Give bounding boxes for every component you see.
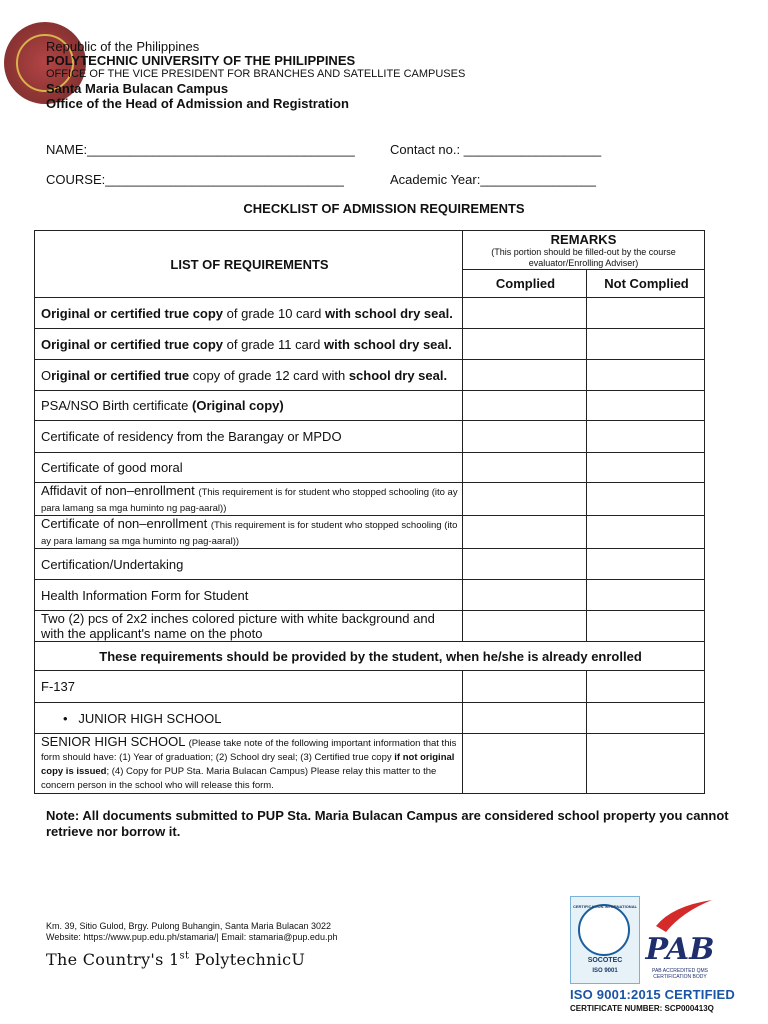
- bullet-icon: •: [63, 710, 68, 726]
- pab-label: PAB: [645, 932, 715, 967]
- socotec-ring-text: CERTIFICATION INTERNATIONAL: [572, 904, 638, 909]
- requirement-grade10: Original or certified true copy of grade 10 card with school dry seal.: [35, 298, 463, 329]
- complied-cell[interactable]: [463, 671, 587, 703]
- requirement-senior-high: SENIOR HIGH SCHOOL (Please take note of the following important information that this form should have: (1) Year of graduation; (2) School dry seal; (3) Certified true copy if not original copy is issued; (4) Copy for PUP Sta. Maria Bulacan Campus) Please relay this matter to the concern person in the school who will release this form.: [35, 734, 463, 794]
- requirement-undertaking: Certification/Undertaking: [35, 549, 463, 580]
- requirement-health-form: Health Information Form for Student: [35, 580, 463, 611]
- table-row: [35, 360, 705, 391]
- table-row: [35, 329, 705, 360]
- complied-cell[interactable]: [463, 734, 587, 794]
- requirement-good-moral: Certificate of good moral: [35, 453, 463, 483]
- pab-sub-label: PAB ACCREDITED QMS CERTIFICATION BODY: [651, 968, 709, 980]
- table-row: [35, 298, 705, 329]
- academic-year-field[interactable]: Academic Year:________________: [390, 172, 597, 187]
- table-row: [35, 453, 705, 483]
- not-complied-cell[interactable]: [587, 329, 705, 360]
- contact-field[interactable]: Contact no.: ___________________: [390, 142, 602, 157]
- table-row: [35, 483, 705, 516]
- remarks-note: (This portion should be filled-out by the course evaluator/Enrolling Adviser): [491, 246, 676, 268]
- requirement-grade12: Original or certified true copy of grade 12 card with school dry seal.: [35, 360, 463, 391]
- requirement-picture: Two (2) pcs of 2x2 inches colored picture with white background and with the applicant's name on the photo: [35, 611, 463, 642]
- footer-address: Km. 39, Sitio Gulod, Brgy. Pulong Buhangin, Santa Maria Bulacan 3022: [46, 921, 332, 931]
- socotec-label: SOCOTEC: [587, 957, 623, 964]
- not-complied-cell[interactable]: [587, 360, 705, 391]
- table-row: [35, 611, 705, 642]
- not-complied-cell[interactable]: [587, 580, 705, 611]
- requirement-birth-certificate: PSA/NSO Birth certificate (Original copy): [35, 391, 463, 421]
- not-complied-cell[interactable]: [587, 516, 705, 549]
- table-row: [35, 391, 705, 421]
- header-campus: Santa Maria Bulacan Campus: [46, 81, 229, 96]
- not-complied-cell[interactable]: [587, 703, 705, 734]
- requirement-junior-high: • JUNIOR HIGH SCHOOL: [35, 703, 463, 734]
- complied-cell[interactable]: [463, 580, 587, 611]
- complied-cell[interactable]: [463, 298, 587, 329]
- iso9001-label: ISO 9001: [592, 968, 618, 974]
- complied-cell[interactable]: [463, 421, 587, 453]
- table-row: [35, 671, 705, 703]
- complied-cell[interactable]: [463, 329, 587, 360]
- table-row: [35, 421, 705, 453]
- not-complied-cell[interactable]: [587, 549, 705, 580]
- requirement-non-enrollment-cert: Certificate of non–enrollment (This requirement is for student who stopped schooling (ito ay para lamang sa mga huminto ng pag-aaral)): [35, 516, 463, 549]
- not-complied-cell[interactable]: [587, 453, 705, 483]
- remarks-title: REMARKS: [550, 231, 617, 247]
- complied-cell[interactable]: [463, 483, 587, 516]
- not-complied-cell[interactable]: [587, 391, 705, 421]
- requirement-residency: Certificate of residency from the Barangay or MPDO: [35, 421, 463, 453]
- header-not-complied: Not Complied: [587, 270, 705, 298]
- header-office-admission: Office of the Head of Admission and Registration: [46, 96, 349, 111]
- complied-cell[interactable]: [463, 703, 587, 734]
- enrolled-requirements-note: These requirements should be provided by the student, when he/she is already enrolled: [35, 642, 705, 671]
- not-complied-cell[interactable]: [587, 671, 705, 703]
- requirement-grade11: Original or certified true copy of grade 11 card with school dry seal.: [35, 329, 463, 360]
- certificate-number: CERTIFICATE NUMBER: SCP000413Q: [570, 1004, 714, 1013]
- not-complied-cell[interactable]: [587, 421, 705, 453]
- complied-cell[interactable]: [463, 611, 587, 642]
- table-row: [35, 549, 705, 580]
- header-remarks: [463, 231, 705, 270]
- header-republic: Republic of the Philippines: [46, 39, 200, 54]
- requirements-table: [34, 230, 705, 794]
- complied-cell[interactable]: [463, 516, 587, 549]
- header-list-of-requirements: LIST OF REQUIREMENTS: [35, 231, 463, 298]
- header-complied: Complied: [463, 270, 587, 298]
- socotec-emblem-icon: [578, 904, 630, 956]
- table-row: [35, 703, 705, 734]
- pab-swoosh-icon: [642, 896, 718, 936]
- header-university: POLYTECHNIC UNIVERSITY OF THE PHILIPPINES: [46, 53, 356, 68]
- checklist-title: CHECKLIST OF ADMISSION REQUIREMENTS: [243, 201, 525, 216]
- table-row: [35, 642, 705, 671]
- complied-cell[interactable]: [463, 360, 587, 391]
- header-office-vp: OFFICE OF THE VICE PRESIDENT FOR BRANCHES AND SATELLITE CAMPUSES: [46, 68, 466, 80]
- documents-note: Note: All documents submitted to PUP Sta. Maria Bulacan Campus are considered school property you cannot retrieve nor borrow it.: [46, 808, 729, 839]
- requirement-f137: F-137: [35, 671, 463, 703]
- name-field[interactable]: NAME:_____________________________________: [46, 142, 355, 157]
- not-complied-cell[interactable]: [587, 298, 705, 329]
- complied-cell[interactable]: [463, 453, 587, 483]
- iso-certified-label: ISO 9001:2015 CERTIFIED: [570, 987, 735, 1002]
- requirement-affidavit: Affidavit of non–enrollment (This requirement is for student who stopped schooling (ito ay para lamang sa mga huminto ng pag-aaral)): [35, 483, 463, 516]
- complied-cell[interactable]: [463, 391, 587, 421]
- table-row: [35, 516, 705, 549]
- table-row: [35, 580, 705, 611]
- table-row: [35, 734, 705, 794]
- footer-website: Website: https://www.pup.edu.ph/stamaria/| Email: stamaria@pup.edu.ph: [46, 932, 338, 942]
- not-complied-cell[interactable]: [587, 611, 705, 642]
- course-field[interactable]: COURSE:_________________________________: [46, 172, 344, 187]
- complied-cell[interactable]: [463, 549, 587, 580]
- not-complied-cell[interactable]: [587, 734, 705, 794]
- not-complied-cell[interactable]: [587, 483, 705, 516]
- footer-motto: The Country's 1st PolytechnicU: [46, 950, 306, 969]
